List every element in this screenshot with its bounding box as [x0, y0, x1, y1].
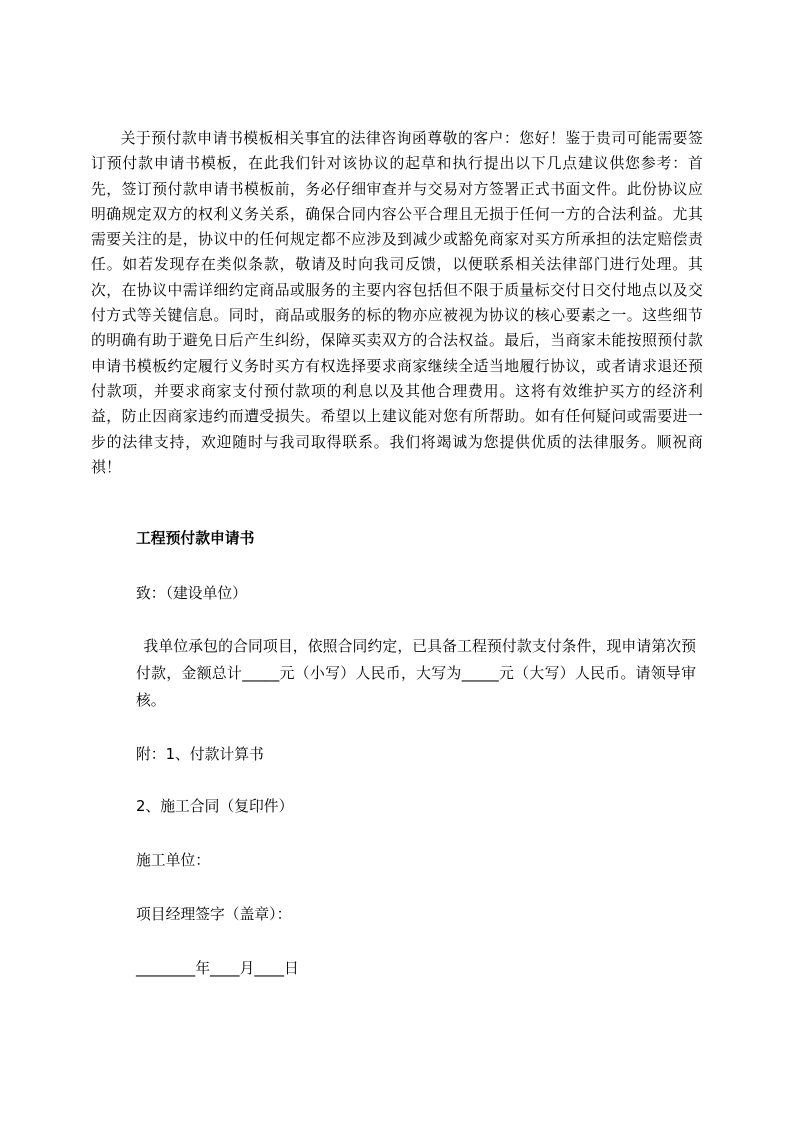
legal-consultation-letter: 关于预付款申请书模板相关事宜的法律咨询函尊敬的客户：您好！鉴于贵司可能需要签订预付款申请书模板，在此我们针对该协议的起草和执行提出以下几点建议供您参考：首先，签订预付款申请书模板前，务必仔细审查并与交易对方签署正式书面文件。此份协议应明确规定双方的权利义务关系，确保合同内容公平合理且无损于任何一方的合法利益。尤其需要关注的是，协议中的任何规定都不应涉及到减少或豁免商家对买方所承担的法定赔偿责任。如若发现存在类似条款，敬请及时向我司反馈，以便联系相关法律部门进行处理。其次，在协议中需详细约定商品或服务的主要内容包括但不限于质量标交付日交付地点以及交付方式等关键信息。同时，商品或服务的标的物亦应被视为协议的核心要素之一。这些细节的明确有助于避免日后产生纠纷，保障买卖双方的合法权益。最后，当商家未能按照预付款申请书模板约定履行义务时买方有权选择要求商家继续全适当地履行协议，或者请求退还预付款项，并要求商家支付预付款项的利息以及其他合理费用。这将有效维护买方的经济利益，防止因商家违约而遭受损失。希望以上建议能对您有所帮助。如有任何疑问或需要进一步的法律支持，欢迎随时与我司取得联系。我们将竭诚为您提供优质的法律服务。顺祝商祺！ — [91, 130, 703, 476]
attachment-item-2: 2、施工合同（复印件） — [136, 798, 294, 815]
addressee: 致：（建设单位） — [136, 585, 247, 602]
application-body: 我单位承包的合同项目，依照合同约定，已具备工程预付款支付条件，现申请第次预付款，金额总计_____元（小写）人民币，大写为_____元（大写）人民币。请领导审核。 — [136, 638, 696, 709]
attachment-item-1: 附：1、付款计算书 — [136, 746, 264, 763]
construction-unit-label: 施工单位： — [136, 852, 210, 869]
manager-signature-label: 项目经理签字（盖章）： — [136, 906, 292, 923]
form-title: 工程预付款申请书 — [136, 530, 255, 547]
date-line: ________年____月____日 — [136, 960, 299, 977]
